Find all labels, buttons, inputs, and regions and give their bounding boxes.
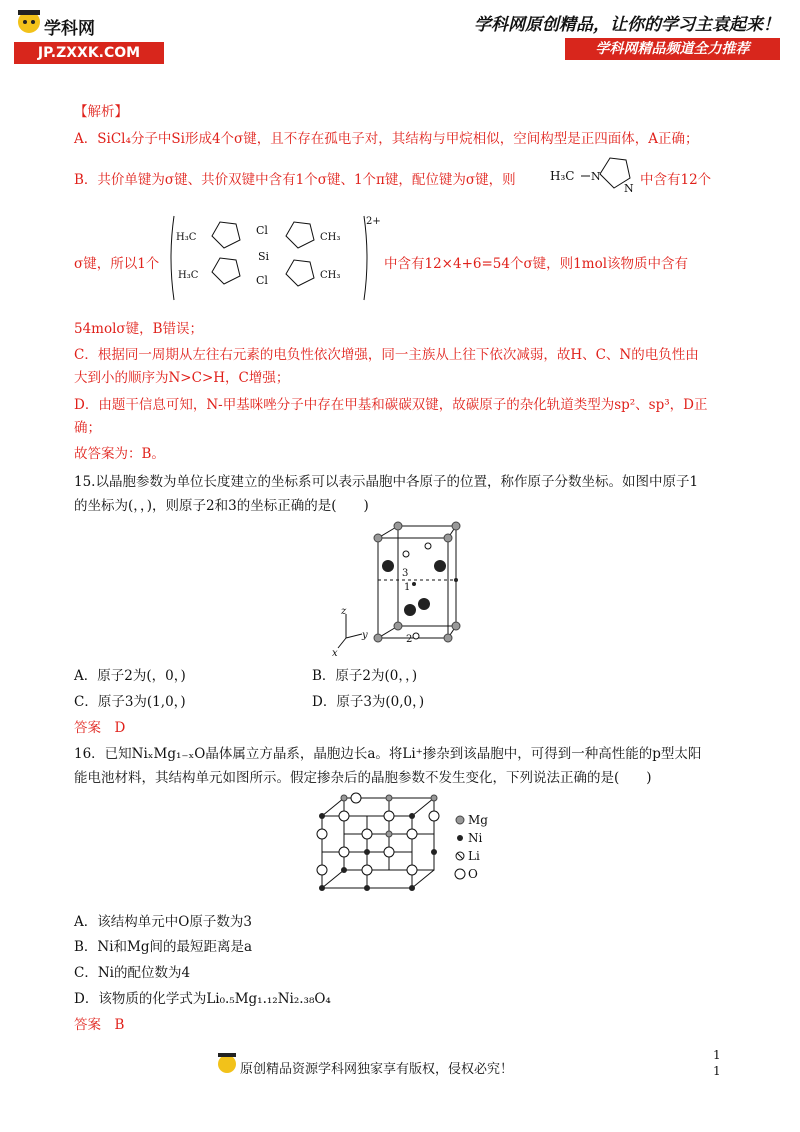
q16-option-d: D．该物质的化学式为Li₀.₅Mg₁.₁₂Ni₂.₃₈O₄ [74, 991, 331, 1007]
analysis-option-c-line2: 大到小的顺序为N>C>H，C增强； [74, 370, 290, 386]
n-methylimidazole-structure [548, 150, 638, 198]
analysis-option-d-line2: 确； [74, 420, 101, 436]
complex-cl-top: Cl [256, 224, 268, 237]
q16-option-c: C．Ni的配位数为4 [74, 965, 191, 981]
q15-stem-line2: 的坐标为(，，)，则原子2和3的坐标正确的是( ) [74, 498, 369, 514]
q15-stem-line1: 15.以晶胞参数为单位长度建立的坐标系可以表示晶胞中各原子的位置，称作原子分数坐标。如图中原子1 [74, 474, 699, 490]
analysis-option-a: A．SiCl₄分子中Si形成4个σ键，且不存在孤电子对，其结构与甲烷相似，空间构型是正四面体，A正确； [74, 131, 699, 147]
complex-ch3-top: CH₃ [320, 232, 341, 243]
q15-axis-z: z [341, 606, 347, 617]
footer-copyright: 原创精品资源学科网独家享有版权，侵权必究！ [240, 1062, 514, 1077]
q16-stem-line1: 16．已知NiₓMg₁₋ₓO晶体属立方晶系，晶胞边长a。将Li⁺掺杂到该晶胞中，可得到一种高性能的p型太阳 [74, 746, 702, 762]
page-number-top: 1 [713, 1048, 721, 1062]
mol-n2-label: N [624, 182, 634, 195]
q16-legend-mg: Mg [468, 813, 488, 827]
analysis-b-post: 中含有12个 [640, 172, 712, 188]
analysis-b-line2-post: 中含有12×4+6=54个σ键，则1mol该物质中含有 [384, 256, 689, 272]
q15-unit-cell-figure [328, 518, 478, 658]
mol-n1-label: N [591, 170, 601, 183]
analysis-answer: 故答案为：B。 [74, 446, 165, 462]
analysis-option-d-line1: D．由题干信息可知，N-甲基咪唑分子中存在甲基和碳碳双键，故碳原子的杂化轨道类型为sp²、sp³，D正 [74, 397, 708, 413]
q15-option-b: B．原子2为(0，，) [312, 668, 418, 684]
q15-axis-y: y [362, 630, 368, 641]
analysis-option-b-line1 [74, 168, 516, 188]
q16-legend-ni: Ni [468, 831, 483, 845]
q15-option-d: D．原子3为(0,0，) [312, 694, 425, 710]
analysis-b-pre: B．共价单键为σ键、共价双键中含有1个σ键、1个π键，配位键为σ键，则 [74, 172, 516, 188]
q15-atom1-label: 1 [404, 582, 411, 593]
page-number-bottom: 1 [713, 1064, 721, 1078]
complex-cl-bottom: Cl [256, 274, 268, 287]
q15-option-c: C．原子3为(1,0，) [74, 694, 186, 710]
complex-charge: 2+ [366, 216, 381, 227]
q16-legend-o: O [468, 867, 478, 881]
complex-si: Si [258, 250, 270, 263]
q15-atom2-label: 2 [406, 634, 413, 645]
q15-atom3-label: 3 [402, 568, 409, 579]
analysis-b-line2-pre: σ键，所以1个 [74, 256, 160, 272]
q16-answer: 答案 B [74, 1017, 125, 1033]
header-recommend-banner: 学科网精品频道全力推荐 [565, 38, 780, 60]
q15-answer: 答案 D [74, 720, 126, 736]
q16-option-b: B．Ni和Mg间的最短距离是a [74, 939, 253, 955]
mol-h3c-label: H₃C [550, 169, 575, 183]
q16-structure-unit-figure [316, 792, 496, 896]
complex-ch3-bottom: CH₃ [320, 270, 341, 281]
footer-mascot-icon [216, 1050, 238, 1078]
analysis-option-c-line1: C．根据同一周期从左往右元素的电负性依次增强，同一主族从上往下依次减弱，故H、C、N的电负性由 [74, 347, 699, 363]
q15-option-a: A．原子2为(，0，) [74, 668, 186, 684]
site-logo[interactable] [14, 8, 164, 68]
mascot-icon [14, 8, 44, 40]
complex-ion-structure [168, 212, 383, 304]
complex-h3c-bottom: H₃C [178, 270, 199, 281]
logo-url[interactable]: JP.ZXXK.COM [14, 42, 164, 64]
q16-legend-li: Li [468, 849, 480, 863]
header-slogan: 学科网原创精品，让你的学习主袁起来！ [474, 15, 780, 35]
complex-h3c-top: H₃C [176, 232, 197, 243]
analysis-title: 【解析】 [74, 104, 128, 120]
q16-stem-line2: 能电池材料，其结构单元如图所示。假定掺杂后的晶胞参数不发生变化，下列说法正确的是( ) [74, 770, 652, 786]
q15-axis-x: x [332, 648, 338, 658]
logo-name: 学科网 [44, 19, 95, 39]
q16-option-a: A．该结构单元中O原子数为3 [74, 914, 252, 930]
analysis-b-line3: 54molσ键，B错误； [74, 321, 204, 337]
